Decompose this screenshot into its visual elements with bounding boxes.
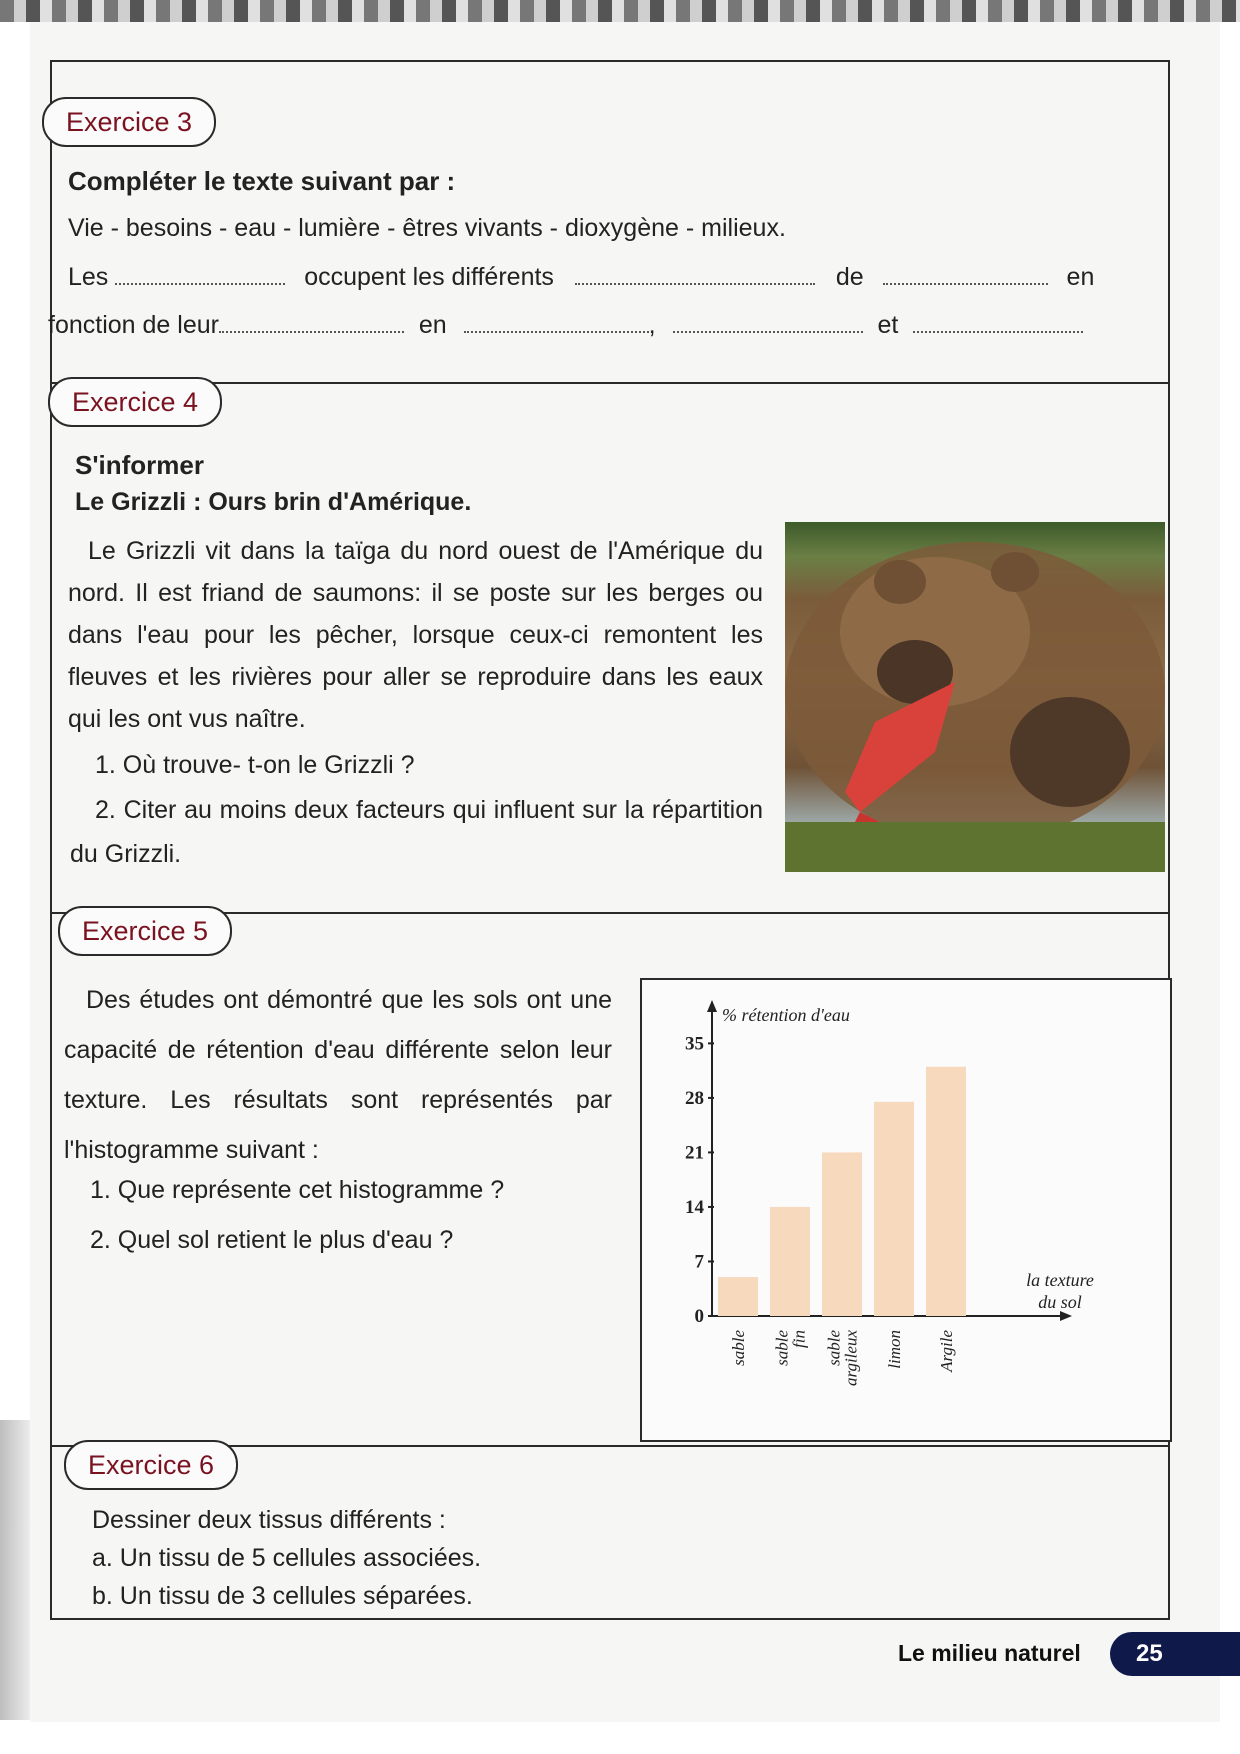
y-tick-label: 28: [685, 1087, 704, 1109]
exercise-6-instruction: Dessiner deux tissus différents :: [92, 1506, 446, 1534]
x-tick-label: [885, 1330, 904, 1369]
bar-sable-fin: [770, 1207, 810, 1316]
fill-in-line-2: [48, 310, 1128, 340]
x-tick-label-word: sable: [824, 1330, 844, 1366]
x-tick-label: [729, 1330, 748, 1366]
scan-top-strip: [0, 0, 1240, 22]
x-tick-label-word: Argile: [937, 1330, 956, 1372]
exercise-4-question-1: 1. Où trouve- t-on le Grizzli ?: [95, 751, 415, 779]
exercise-6-tag: Exercice 6: [64, 1440, 238, 1490]
exercise-3-tag: Exercice 3: [42, 97, 216, 147]
line2-word-3: et: [877, 311, 899, 339]
blank-1[interactable]: [115, 265, 285, 285]
page-number-badge: [1110, 1632, 1240, 1676]
bar-sable-argileux: [822, 1152, 862, 1316]
page-number: 25: [1136, 1640, 1163, 1667]
blank-7[interactable]: [913, 313, 1083, 333]
line1-word-1: Les: [68, 263, 109, 291]
grizzly-illustration: [785, 522, 1165, 872]
blank-5[interactable]: [464, 313, 649, 333]
scan-shadow: [0, 1420, 30, 1720]
x-tick-label-word: sable: [772, 1330, 792, 1366]
x-tick-label-word: sable: [729, 1330, 748, 1366]
blank-2[interactable]: [575, 265, 815, 285]
y-axis-arrow: [707, 1000, 717, 1012]
line2-comma: ,: [648, 311, 656, 339]
exercise-4-question-2: 2. Citer au moins deux facteurs qui influent sur la répartition du Grizzli.: [70, 796, 763, 868]
bar-sable: [718, 1277, 758, 1316]
grizzly-photo: [785, 522, 1165, 872]
y-tick-label: 35: [685, 1033, 704, 1055]
x-axis-label: la texture du sol: [1026, 1270, 1094, 1312]
exercise-5-tag: Exercice 5: [58, 906, 232, 956]
x-tick-label: [937, 1330, 956, 1373]
exercise-5-question-1: 1. Que représente cet histogramme ?: [90, 1176, 505, 1204]
exercise-4-subtitle: Le Grizzli : Ours brin d'Amérique.: [75, 488, 472, 516]
exercise-6-item-a: a. Un tissu de 5 cellules associées.: [92, 1544, 482, 1572]
histogram-chart: [642, 980, 1170, 1440]
x-axis-arrow: [1060, 1311, 1072, 1321]
y-ticks: [685, 1033, 714, 1327]
bar-limon: [874, 1102, 914, 1316]
fill-in-line-1: [68, 262, 1148, 292]
x-tick-label: [773, 1330, 809, 1366]
exercise-3-instruction: Compléter le texte suivant par :: [68, 166, 456, 196]
bars: [718, 1067, 966, 1316]
blank-4[interactable]: [219, 313, 404, 333]
exercise-5-paragraph: Des études ont démontré que les sols ont une capacité de rétention d'eau différente selon leur texture. Les résultats sont représentés par l'histogramme suivant :: [64, 986, 612, 1164]
blank-3[interactable]: [883, 265, 1048, 285]
exercise-4-paragraph: Le Grizzli vit dans la taïga du nord ouest de l'Amérique du nord. Il est friand de saumons: il se poste sur les berges ou dans l'eau pour les pêcher, lorsque ceux-ci remontent les fleuves et les rivières pour aller se reproduire dans les eaux qui les ont vus naître.: [68, 537, 763, 733]
x-tick-label-word: fin: [789, 1330, 809, 1348]
line1-word-4: en: [1066, 263, 1095, 291]
x-tick-label-word: argileux: [841, 1330, 861, 1387]
line1-word-2: occupent les différents: [304, 263, 554, 291]
y-tick-label: 0: [694, 1306, 704, 1327]
line1-word-3: de: [835, 263, 864, 291]
x-tick-labels: [729, 1330, 956, 1386]
x-tick-label-word: limon: [885, 1330, 904, 1369]
blank-6[interactable]: [673, 313, 863, 333]
y-tick-label: 21: [685, 1142, 704, 1164]
exercise-6-item-b: b. Un tissu de 3 cellules séparées.: [92, 1582, 473, 1610]
exercise-4-tag: Exercice 4: [48, 377, 222, 427]
y-axis-label: % rétention d'eau: [722, 1005, 850, 1025]
exercise-4-divider: [50, 382, 1170, 384]
line2-word-2: en: [418, 311, 447, 339]
histogram-box: [640, 978, 1172, 1442]
y-tick-label: 7: [694, 1251, 704, 1273]
chapter-title: Le milieu naturel: [898, 1640, 1081, 1666]
exercise-5-question-2: 2. Quel sol retient le plus d'eau ?: [90, 1226, 454, 1254]
y-tick-label: 14: [685, 1196, 704, 1218]
word-list: Vie - besoins - eau - lumière - êtres vivants - dioxygène - milieux.: [68, 214, 786, 242]
exercise-4-heading: S'informer: [75, 450, 204, 480]
x-tick-label: [825, 1330, 861, 1386]
line2-word-1: fonction de leur: [48, 311, 219, 339]
bar-argile: [926, 1067, 966, 1316]
